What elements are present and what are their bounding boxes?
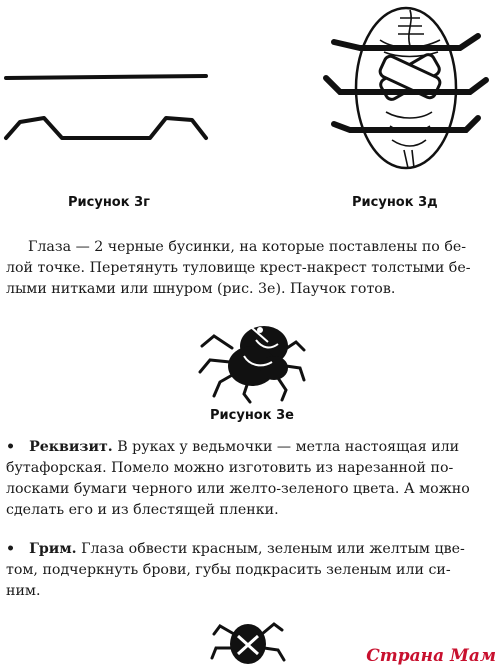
figure-3g-wire-shapes bbox=[0, 60, 220, 160]
bullet-marker: • bbox=[6, 541, 16, 557]
text-line: бутафорская. Помело можно изготовить из нарезанной по- bbox=[6, 460, 454, 476]
bottom-spider-illustration bbox=[208, 614, 288, 670]
text-line: том, подчеркнуть брови, губы подкрасить зеленым или си- bbox=[6, 562, 451, 578]
text-line: Глаза обвести красным, зеленым или желтым цве- bbox=[76, 541, 465, 557]
figure-3g-caption: Рисунок 3г bbox=[68, 195, 150, 210]
paragraph-props bbox=[6, 437, 490, 521]
text-line: В руках у ведьмочки — метла настоящая или bbox=[112, 439, 460, 455]
text-line: лой точке. Перетянуть туловище крест-накрест толстыми бе- bbox=[6, 260, 471, 276]
lead-term: Грим. bbox=[29, 541, 77, 557]
figure-3e-spider bbox=[192, 306, 312, 406]
text-line: ним. bbox=[6, 583, 41, 599]
bullet-marker: • bbox=[6, 439, 16, 455]
text-line: сделать его и из блестящей пленки. bbox=[6, 502, 279, 518]
paragraph-eyes bbox=[6, 237, 490, 300]
site-watermark: Страна Мам bbox=[366, 646, 496, 666]
paragraph-makeup bbox=[6, 539, 490, 602]
figure-3d-spider-frame bbox=[320, 0, 500, 185]
text-line: лыми нитками или шнуром (рис. 3е). Паучок готов. bbox=[6, 281, 396, 297]
text-line: Глаза — 2 черные бусинки, на которые поставлены по бе- bbox=[28, 239, 467, 255]
lead-term: Реквизит. bbox=[29, 439, 113, 455]
figure-3d-caption: Рисунок 3д bbox=[352, 195, 438, 210]
text-line: лосками бумаги черного или желто-зеленого цвета. А можно bbox=[6, 481, 470, 497]
figure-3e-caption: Рисунок 3е bbox=[210, 408, 294, 423]
